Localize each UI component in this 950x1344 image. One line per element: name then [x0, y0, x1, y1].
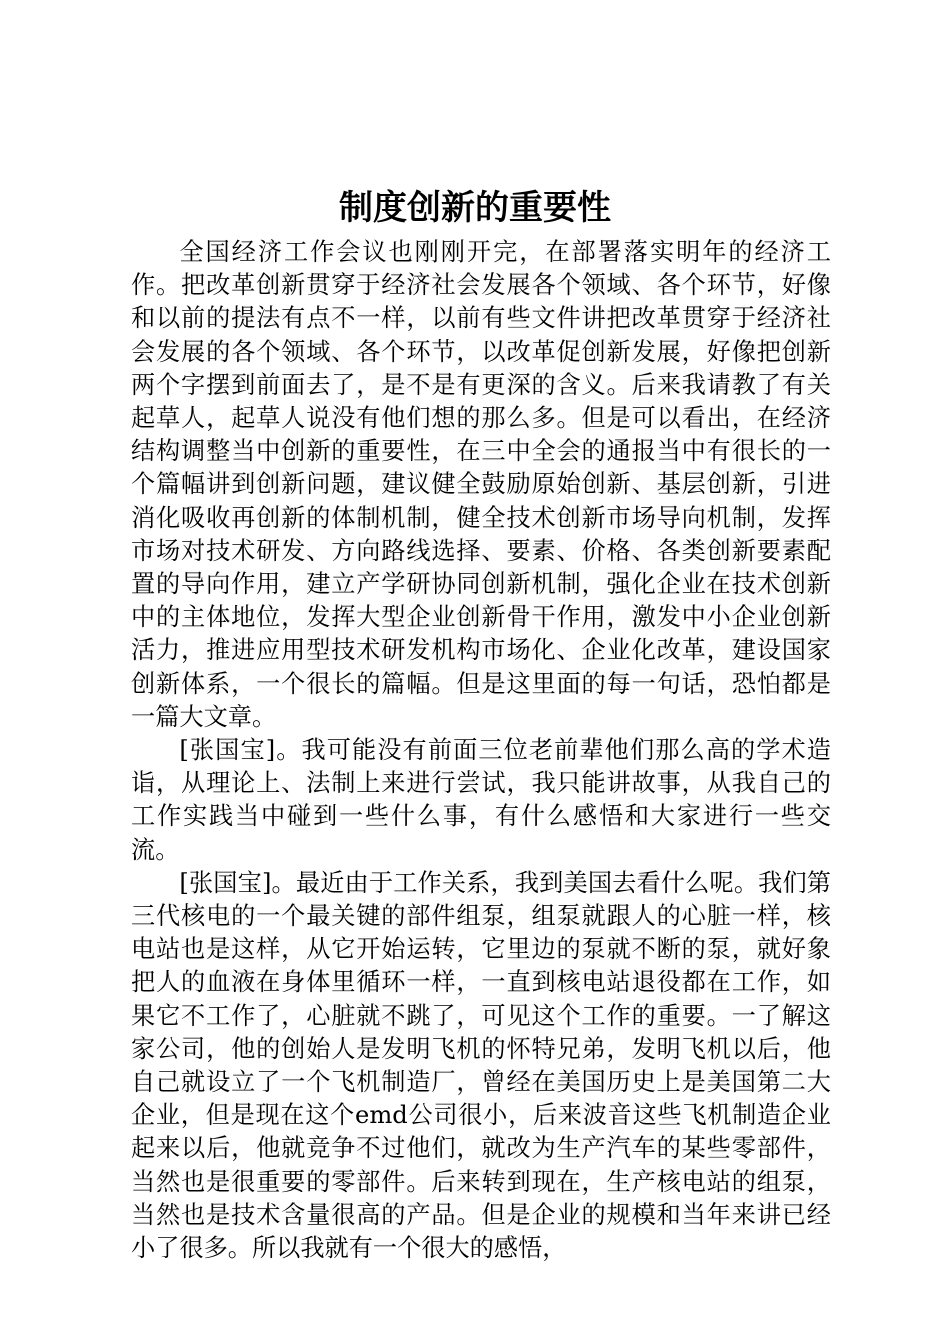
paragraph: 全国经济工作会议也刚刚开完，在部署落实明年的经济工作。把改革创新贯穿于经济社会发展各个领域、各个环节，好像和以前的提法有点不一样，以前有些文件讲把改革贯穿于经济社会发展的各个领域、各个环节，以改革促创新发展，好像把创新两个字摆到前面去了，是不是有更深的含义。后来我请教了有关起草人，起草人说没有他们想的那么多。但是可以看出，在经济结构调整当中创新的重要性，在三中全会的通报当中有很长的一个篇幅讲到创新问题，建议健全鼓励原始创新、基层创新，引进消化吸收再创新的体制机制，健全技术创新市场导向机制，发挥市场对技术研发、方向路线选择、要素、价格、各类创新要素配置的导向作用，建立产学研协同创新机制，强化企业在技术创新中的主体地位，发挥大型企业创新骨干作用，激发中小企业创新活力，推进应用型技术研发机构市场化、企业化改革，建设国家创新体系，一个很长的篇幅。但是这里面的每一句话，恐怕都是一篇大文章。: [131, 238, 831, 731]
document-title: 制度创新的重要性: [339, 188, 611, 228]
paragraph: [张国宝]。我可能没有前面三位老前辈他们那么高的学术造诣，从理论上、法制上来进行尝试，我只能讲故事，从我自己的工作实践当中碰到一些什么事，有什么感悟和大家进行一些交流。: [131, 736, 831, 864]
paragraph: [张国宝]。最近由于工作关系，我到美国去看什么呢。我们第三代核电的一个最关键的部件组泵，组泵就跟人的心脏一样，核电站也是这样，从它开始运转，它里边的泵就不断的泵，就好象把人的血液在身体里循环一样，一直到核电站退役都在工作，如果它不工作了，心脏就不跳了，可见这个工作的重要。一了解这家公司，他的创始人是发明飞机的怀特兄弟，发明飞机以后，他自己就设立了一个飞机制造厂，曾经在美国历史上是美国第二大企业，但是现在这个emd公司很小，后来波音这些飞机制造企业起来以后，他就竞争不过他们，就改为生产汽车的某些零部件，当然也是很重要的零部件。后来转到现在，生产核电站的组泵，当然也是技术含量很高的产品。但是企业的规模和当年来讲已经小了很多。所以我就有一个很大的感悟，: [131, 868, 831, 1263]
document-body: [131, 236, 831, 1265]
